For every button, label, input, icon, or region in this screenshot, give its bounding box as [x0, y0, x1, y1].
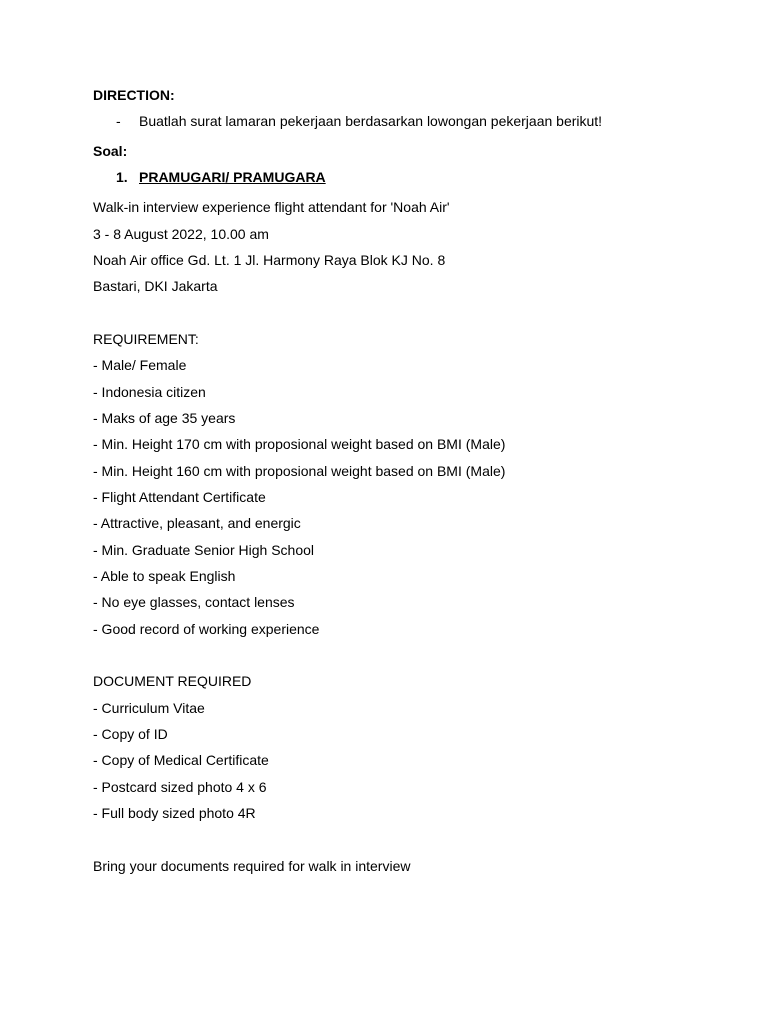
requirement-item: - Flight Attendant Certificate [93, 489, 266, 505]
requirement-item: - No eye glasses, contact lenses [93, 594, 295, 610]
intro-line: Bastari, DKI Jakarta [93, 278, 218, 294]
requirement-item: - Good record of working experience [93, 621, 320, 637]
document-item: - Full body sized photo 4R [93, 805, 256, 821]
requirement-item: - Attractive, pleasant, and energic [93, 515, 301, 531]
requirement-item: - Indonesia citizen [93, 384, 206, 400]
intro-line: 3 - 8 August 2022, 10.00 am [93, 226, 269, 242]
document-item: - Postcard sized photo 4 x 6 [93, 779, 267, 795]
direction-heading: DIRECTION: [93, 87, 175, 103]
requirement-item: - Min. Height 160 cm with proposional weight based on BMI (Male) [93, 463, 506, 479]
requirement-item: - Min. Height 170 cm with proposional weight based on BMI (Male) [93, 436, 506, 452]
soal-heading: Soal: [93, 143, 128, 159]
intro-line: Walk-in interview experience flight attendant for 'Noah Air' [93, 199, 450, 215]
requirement-item: - Min. Graduate Senior High School [93, 542, 314, 558]
document-item: - Copy of Medical Certificate [93, 752, 269, 768]
direction-bullet-marker: - [116, 113, 121, 129]
question-number: 1. [116, 169, 128, 185]
question-title: PRAMUGARI/ PRAMUGARA [139, 169, 326, 185]
requirement-item: - Maks of age 35 years [93, 410, 236, 426]
requirement-heading: REQUIREMENT: [93, 331, 199, 347]
document-item: - Curriculum Vitae [93, 700, 205, 716]
document-heading: DOCUMENT REQUIRED [93, 673, 252, 689]
closing-note: Bring your documents required for walk in interview [93, 858, 411, 874]
direction-instruction: Buatlah surat lamaran pekerjaan berdasarkan lowongan pekerjaan berikut! [139, 113, 603, 129]
requirement-item: - Able to speak English [93, 568, 236, 584]
requirement-item: - Male/ Female [93, 357, 187, 373]
document-item: - Copy of ID [93, 726, 168, 742]
intro-line: Noah Air office Gd. Lt. 1 Jl. Harmony Raya Blok KJ No. 8 [93, 252, 446, 268]
